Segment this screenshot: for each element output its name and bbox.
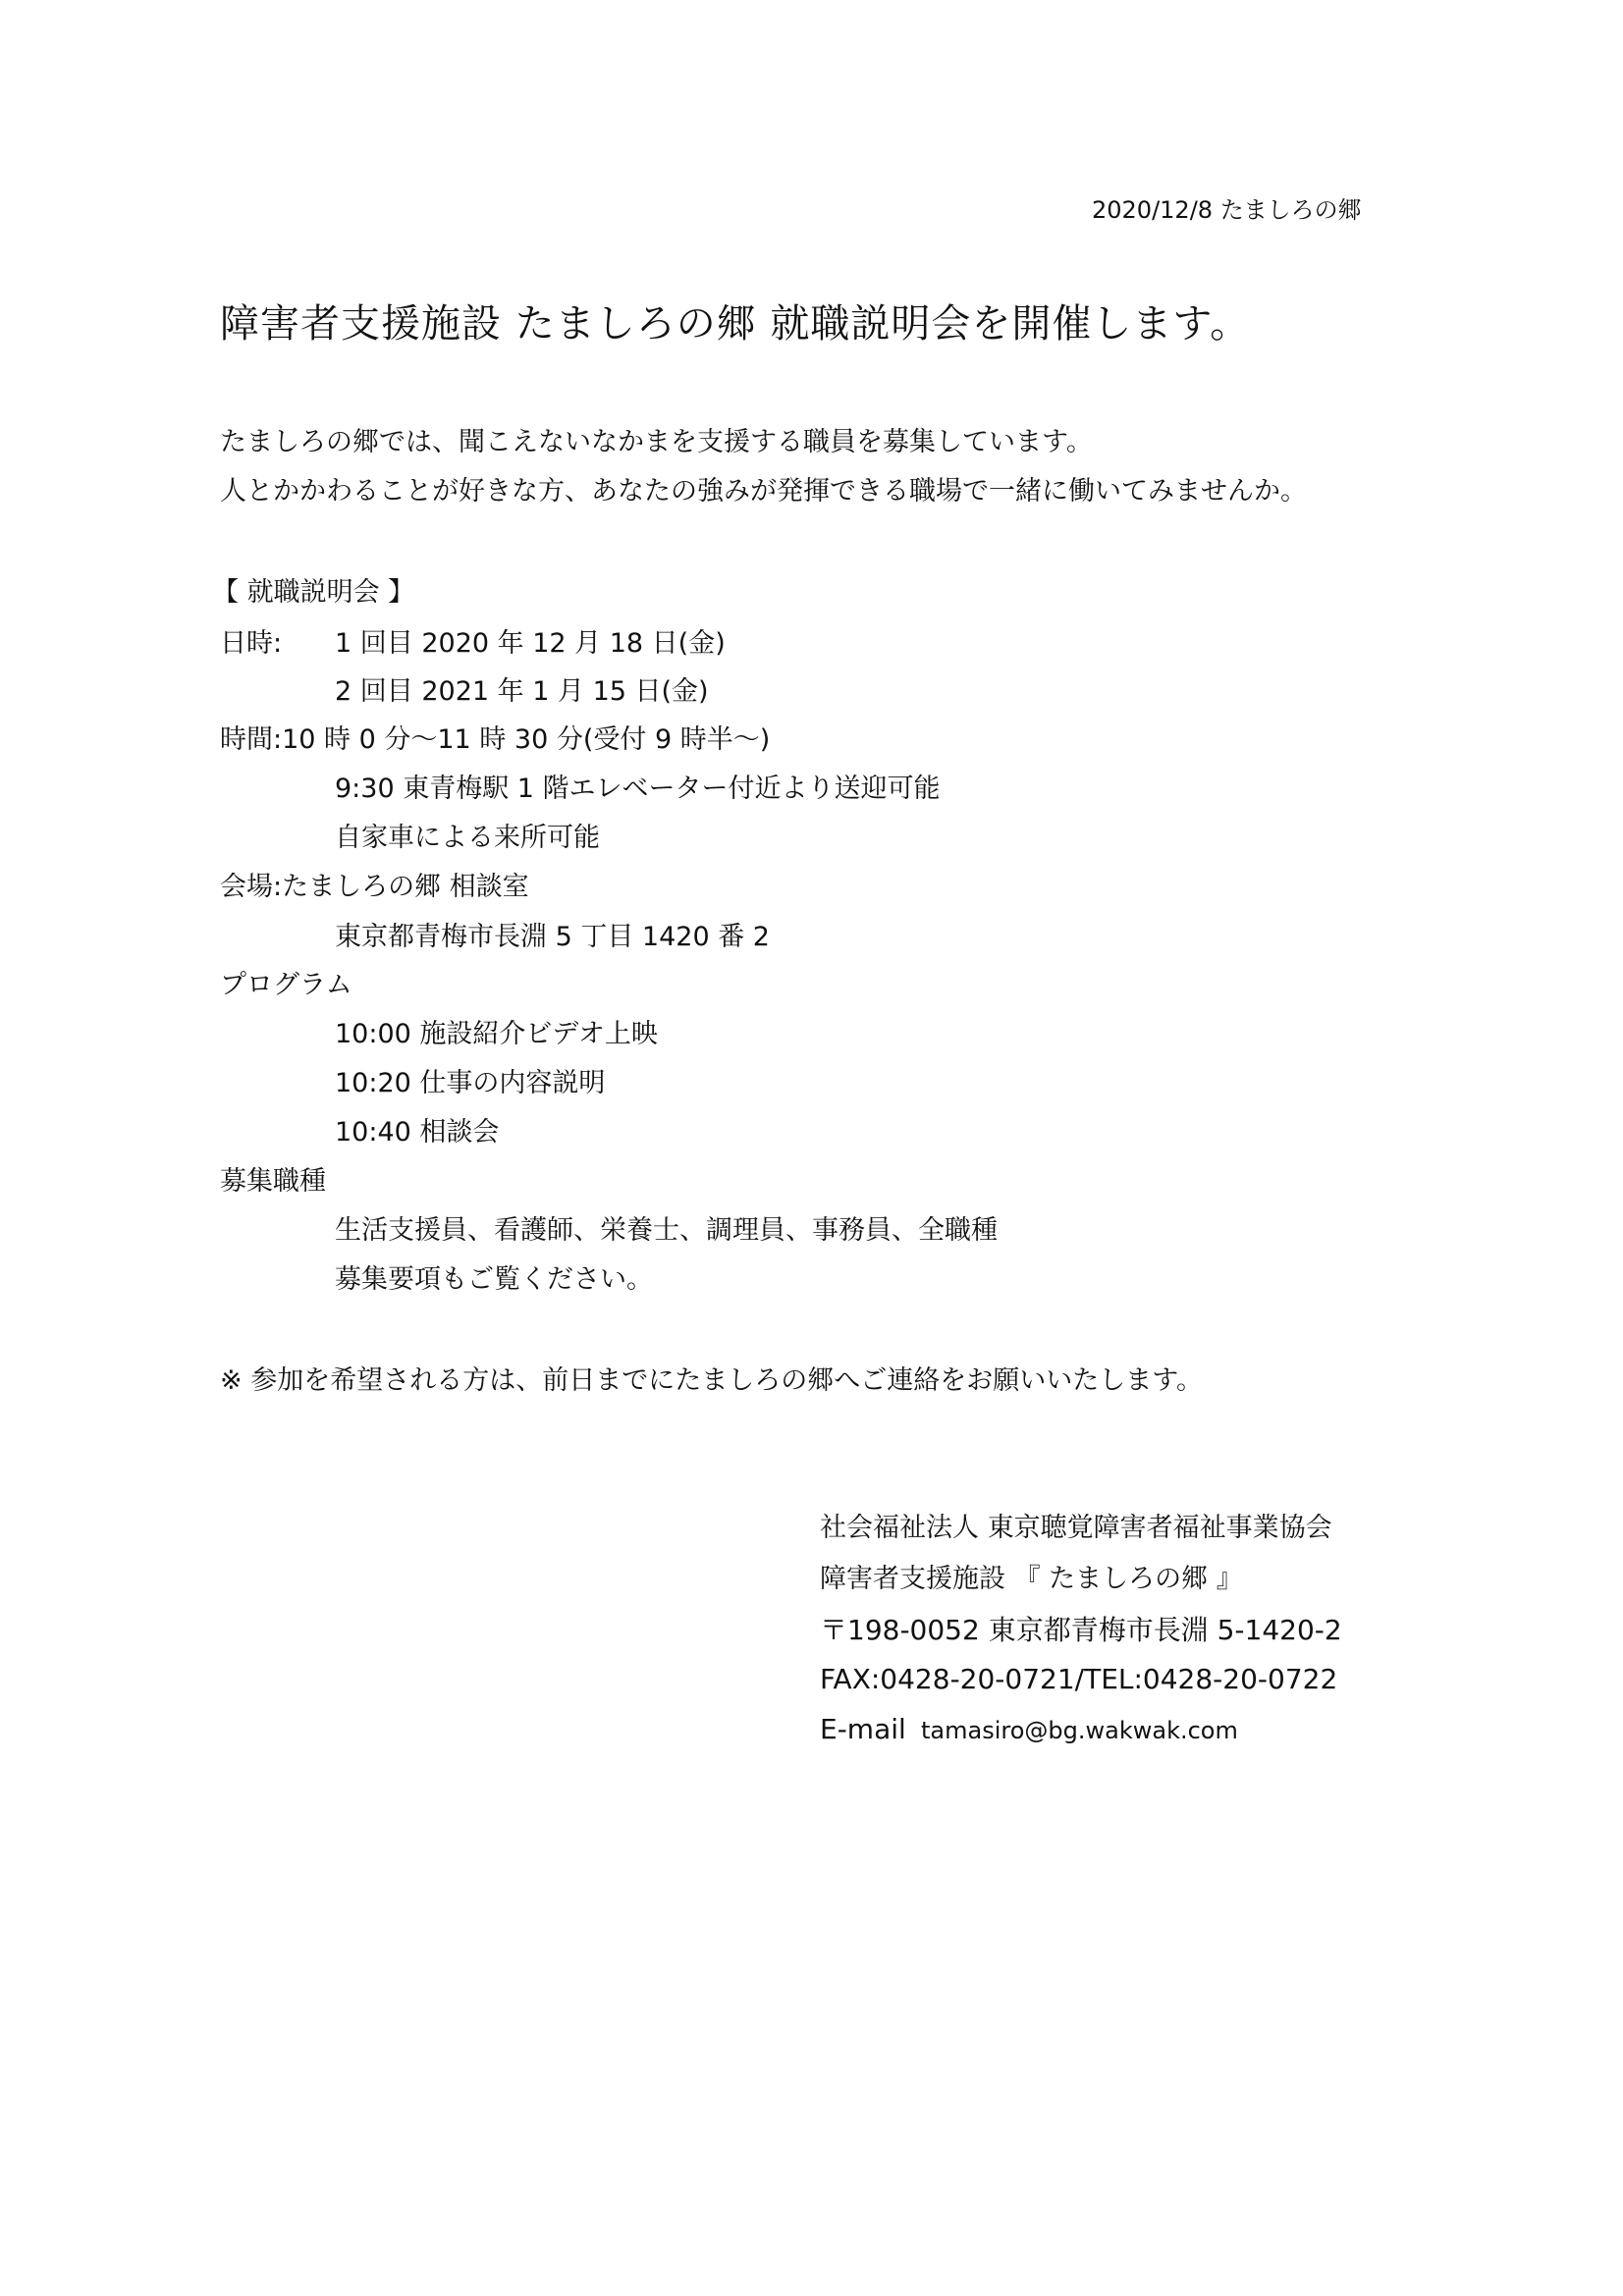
section-heading: 【 就職説明会 】 <box>212 577 415 608</box>
program-item: 10:20 仕事の内容説明 <box>335 1068 606 1098</box>
contact-org: 社会福祉法人 東京聴覚障害者福祉事業協会 <box>820 1513 1332 1543</box>
contact-postal: 〒198-0052 東京都青梅市長淵 5-1420-2 <box>820 1614 1342 1646</box>
pickup-line: 9:30 東青梅駅 1 階エレベーター付近より送迎可能 <box>335 774 941 804</box>
datetime-label: 日時: <box>220 628 283 659</box>
program-heading: プログラム <box>220 970 352 1000</box>
email-label: E-mail <box>820 1713 906 1745</box>
notice-line: ※ 参加を希望される方は、前日までにたましろの郷へご連絡をお願いいたします。 <box>220 1365 1204 1396</box>
session-1: 1 回目 2020 年 12 月 18 日(金) <box>335 628 726 659</box>
recruit-note: 募集要項もご覧ください。 <box>335 1264 653 1295</box>
program-item: 10:00 施設紹介ビデオ上映 <box>335 1019 658 1049</box>
email-address: tamasiro@bg.wakwak.com <box>921 1717 1238 1744</box>
contact-facility: 障害者支援施設 『 たましろの郷 』 <box>820 1564 1243 1594</box>
intro-line-2: 人とかかわることが好きな方、あなたの強みが発揮できる職場で一緒に働いてみませんか。 <box>220 476 1307 507</box>
car-line: 自家車による来所可能 <box>335 823 600 853</box>
time-line: 時間:10 時 0 分〜11 時 30 分(受付 9 時半〜) <box>220 724 771 755</box>
program-item: 10:40 相談会 <box>335 1117 500 1148</box>
intro-line-1: たましろの郷では、聞こえないなかまを支援する職員を募集しています。 <box>220 427 1093 457</box>
recruit-jobs: 生活支援員、看護師、栄養士、調理員、事務員、全職種 <box>335 1215 998 1246</box>
date-line: 2020/12/8 たましろの郷 <box>1092 196 1362 224</box>
recruit-heading: 募集職種 <box>220 1166 326 1197</box>
page-title: 障害者支援施設 たましろの郷 就職説明会を開催します。 <box>220 301 1251 347</box>
session-2: 2 回目 2021 年 1 月 15 日(金) <box>335 676 709 707</box>
venue-line: 会場:たましろの郷 相談室 <box>220 872 529 902</box>
contact-fax-tel: FAX:0428-20-0721/TEL:0428-20-0722 <box>820 1663 1338 1695</box>
address-line: 東京都青梅市長淵 5 丁目 1420 番 2 <box>335 922 770 952</box>
